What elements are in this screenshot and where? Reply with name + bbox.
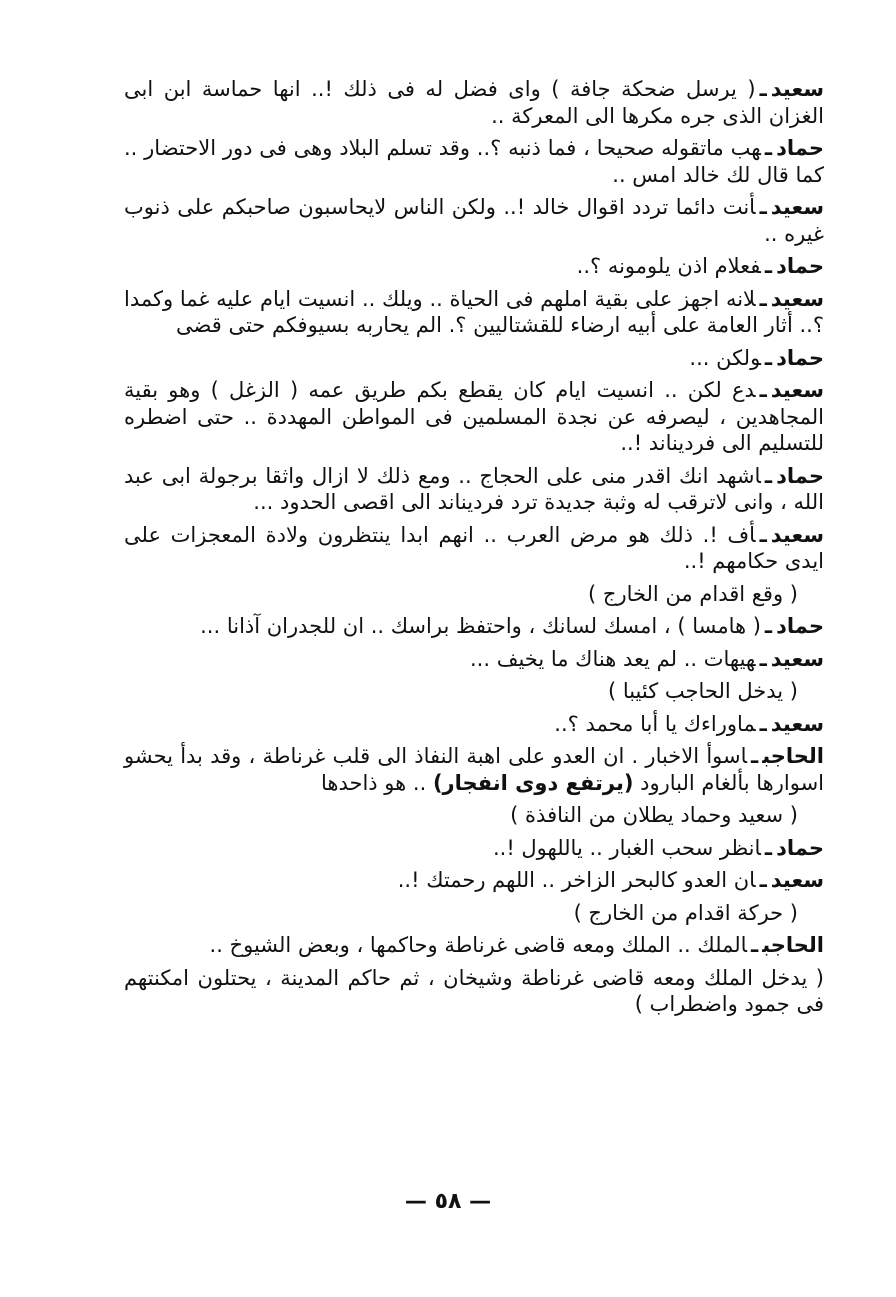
dialogue-line — [124, 932, 824, 959]
dash-separator: ـ — [759, 286, 767, 311]
dialogue-text: الملك .. الملك ومعه قاضى غرناطة وحاكمها ، وبعض الشيوخ .. — [209, 933, 747, 957]
speaker-name: سعيد — [770, 286, 824, 311]
dash-separator: ـ — [764, 614, 773, 638]
speaker-name: الحاجب — [762, 933, 824, 957]
dash-separator: ـ — [759, 522, 767, 547]
speaker-name: سعيد — [770, 711, 824, 736]
dialogue-text: ماوراءك يا أبا محمد ؟.. — [554, 711, 756, 736]
dialogue-line — [124, 194, 824, 247]
dialogue-line — [124, 522, 824, 575]
stage-direction: ( سعيد وحماد يطلان من النافذة ) — [510, 803, 798, 827]
dash-separator: ـ — [764, 463, 773, 488]
dash-separator: ـ — [764, 345, 773, 370]
dialogue-text: ان العدو كالبحر الزاخر .. اللهم رحمتك !.. — [397, 868, 756, 892]
dash-separator: ـ — [759, 195, 767, 219]
dialogue-line — [124, 613, 824, 640]
speaker-name: سعيد — [770, 522, 824, 547]
dialogue-text: انظر سحب الغبار .. ياللهول !.. — [492, 835, 761, 860]
dash-separator: ـ — [751, 744, 759, 768]
dialogue-line — [124, 835, 824, 862]
dialogue-line — [124, 743, 824, 796]
speaker-name: سعيد — [770, 77, 824, 101]
speaker-name: حماد — [776, 136, 824, 160]
speaker-name: سعيد — [770, 646, 824, 671]
dash-separator: ـ — [759, 646, 767, 671]
dialogue-text: دع لكن .. انسيت ايام كان يقطع بكم طريق عمه ( الزغل ) وهو بقية المجاهدين ، ليصرفه عن نجدة المسلمين فى المواطن المهددة .. حتى اضطره للتسليم الى فرديناند !.. — [124, 378, 824, 455]
speaker-name: سعيد — [770, 378, 824, 402]
dialogue-line — [124, 345, 824, 372]
dialogue-line — [124, 76, 824, 129]
speaker-name: حماد — [776, 463, 824, 488]
dialogue-text: لانه اجهز على بقية املهم فى الحياة .. ويلك .. انسيت ايام عليه غما وكمدا ؟.. أثار العامة على أبيه ارضاء للقشتاليين ؟. الم يحاربه بسيوفكم حتى قضى — [124, 286, 824, 337]
dialogue-line — [124, 463, 824, 516]
speaker-name: حماد — [776, 345, 824, 370]
dialogue-text: هب ماتقوله صحيحا ، فما ذنبه ؟.. وقد تسلم البلاد وهى فى دور الاحتضار .. كما قال لك خالد امس .. — [124, 136, 824, 187]
dialogue-line — [124, 867, 824, 894]
dialogue-text: هيهات .. لم يعد هناك ما يخيف ... — [470, 646, 756, 671]
dialogue-text: ولكن ... — [689, 345, 761, 370]
stage-direction: ( يدخل الحاجب كئيبا ) — [607, 679, 798, 703]
speaker-name: حماد — [776, 614, 824, 638]
stage-direction: ( حركة اقدام من الخارج ) — [573, 900, 798, 925]
dash-separator: ـ — [764, 835, 773, 860]
dash-separator: ـ — [759, 868, 767, 892]
dialogue-line — [124, 286, 824, 339]
dialogue-text-continued: .. هو ذاحدها — [320, 770, 427, 795]
dialogue-line — [124, 253, 824, 280]
dialogue-line — [124, 377, 824, 457]
dialogue-text: اسوأ الاخبار . ان العدو على اهبة النفاذ الى قلب غرناطة ، وقد بدأ يحشو اسوارها بألغام البارود — [124, 744, 824, 795]
dash-separator: ـ — [759, 378, 767, 402]
dash-separator: ـ — [759, 711, 767, 736]
speaker-name: الحاجب — [762, 744, 824, 768]
speaker-name: حماد — [776, 835, 824, 860]
dialogue-line — [124, 135, 824, 188]
dialogue-text: أف !. ذلك هو مرض العرب .. انهم ابدا ينتظرون ولادة المعجزات على ايدى حكامهم !.. — [124, 522, 824, 573]
speaker-name: سعيد — [770, 195, 824, 219]
page-number: — ٥٨ — — [404, 1189, 492, 1214]
dialogue-text: أنت دائما تردد اقوال خالد !.. ولكن الناس لايحاسبون صاحبكم على ذنوب غيره .. — [124, 195, 824, 246]
dash-separator: ـ — [764, 254, 773, 278]
speaker-name: سعيد — [770, 868, 824, 892]
dialogue-line — [124, 646, 824, 673]
dash-separator: ـ — [764, 136, 773, 160]
dash-separator: ـ — [759, 77, 767, 101]
dialogue-text: فعلام اذن يلومونه ؟.. — [576, 254, 761, 278]
dialogue-text: ( هامسا ) ، امسك لسانك ، واحتفظ براسك .. ان للجدران آذانا ... — [200, 614, 761, 638]
dash-separator: ـ — [751, 933, 759, 957]
dialogue-line — [124, 711, 824, 738]
speaker-name: حماد — [776, 254, 824, 278]
dialogue-text: ( يرسل ضحكة جافة ) واى فضل له فى ذلك !.. انها حماسة ابن ابى الغزان الذى جره مكرها الى المعركة .. — [124, 77, 824, 128]
dialogue-text: اشهد انك اقدر منى على الحجاج .. ومع ذلك لا ازال واثقا برجولة ابى عبد الله ، وانى لاترقب له وثبة جديدة ترد فرديناند الى اقصى الحدود ... — [124, 463, 824, 514]
emphasized-stage-cue: (يرتفع دوى انفجار) — [432, 770, 634, 795]
play-dialogue-text — [124, 76, 824, 1024]
stage-direction: ( وقع اقدام من الخارج ) — [588, 581, 798, 606]
stage-direction: ( يدخل الملك ومعه قاضى غرناطة وشيخان ، ثم حاكم المدينة ، يحتلون امكنتهم فى جمود واضطراب ) — [124, 965, 824, 1016]
